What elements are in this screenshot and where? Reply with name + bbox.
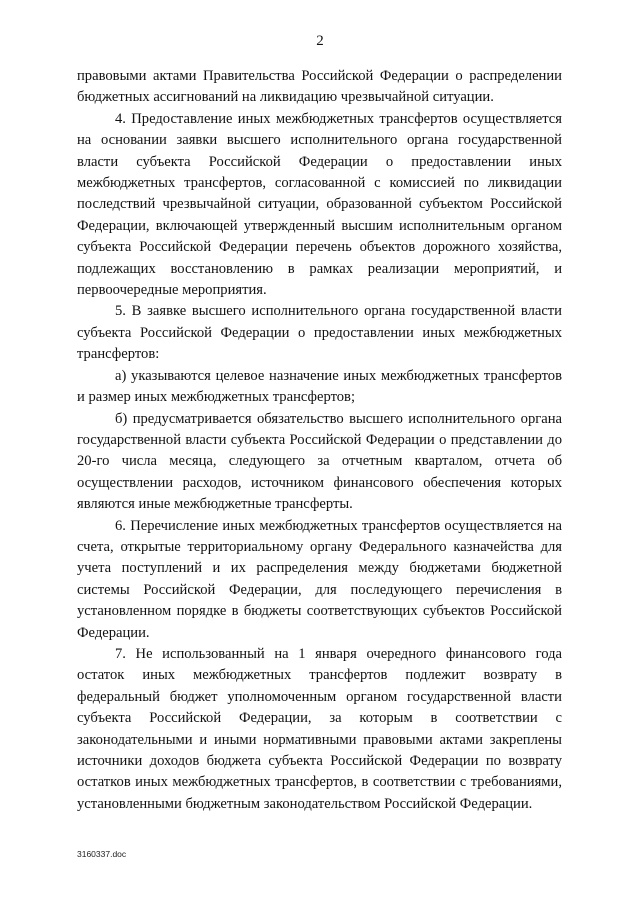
paragraph-clause-4: 4. Предоставление иных межбюджетных трансфертов осуществляется на основании заявки высшего исполнительного органа государственной власти субъекта Российской Федерации о предоставлении иных межбюджетных трансфертов, согласованной с комиссией по ликвидации последствий чрезвычайной ситуации, образованной субъектом Российской Федерации, включающей утвержденный высшим исполнительным органом субъекта Российской Федерации перечень объектов дорожного хозяйства, подлежащих восстановлению в рамках реализации мероприятий, и первоочередные мероприятия. [77,110,562,299]
file-reference: 3160337.doc [77,849,127,859]
paragraph-clause-5b: б) предусматривается обязательство высшего исполнительного органа государственной власти субъекта Российской Федерации о представлении до 20-го числа месяца, следующего за отчетным кварталом, отчета об осуществлении расходов, источником финансового обеспечения которых являются иные межбюджетные трансферты. [77,410,562,513]
paragraph-clause-7: 7. Не использованный на 1 января очередного финансового года остаток иных межбюджетных трансфертов подлежит возврату в федеральный бюджет уполномоченным органом государственной власти субъекта Российской Федерации, за которым в соответствии с законодательными и иными нормативными правовыми актами закреплены источники доходов бюджета субъекта Российской Федерации по возврату остатков иных межбюджетных трансфертов, в соответствии с требованиями, установленными бюджетным законодательством Российской Федерации. [77,645,562,812]
paragraph-clause-6: 6. Перечисление иных межбюджетных трансфертов осуществляется на счета, открытые территориальному органу Федерального казначейства для учета поступлений и их распределения между бюджетами бюджетной системы Российской Федерации, для последующего перечисления в установленном порядке в бюджеты соответствующих субъектов Российской Федерации. [77,517,562,641]
paragraph-continuation: правовыми актами Правительства Российской Федерации о распределении бюджетных ассигнований на ликвидацию чрезвычайной ситуации. [77,68,562,106]
page-number: 2 [316,33,324,49]
paragraph-clause-5: 5. В заявке высшего исполнительного органа государственной власти субъекта Российской Федерации о предоставлении иных межбюджетных трансфертов: [77,303,562,363]
paragraph-clause-5a: а) указываются целевое назначение иных межбюджетных трансфертов и размер иных межбюджетных трансфертов; [77,367,562,406]
document-body [77,66,562,815]
